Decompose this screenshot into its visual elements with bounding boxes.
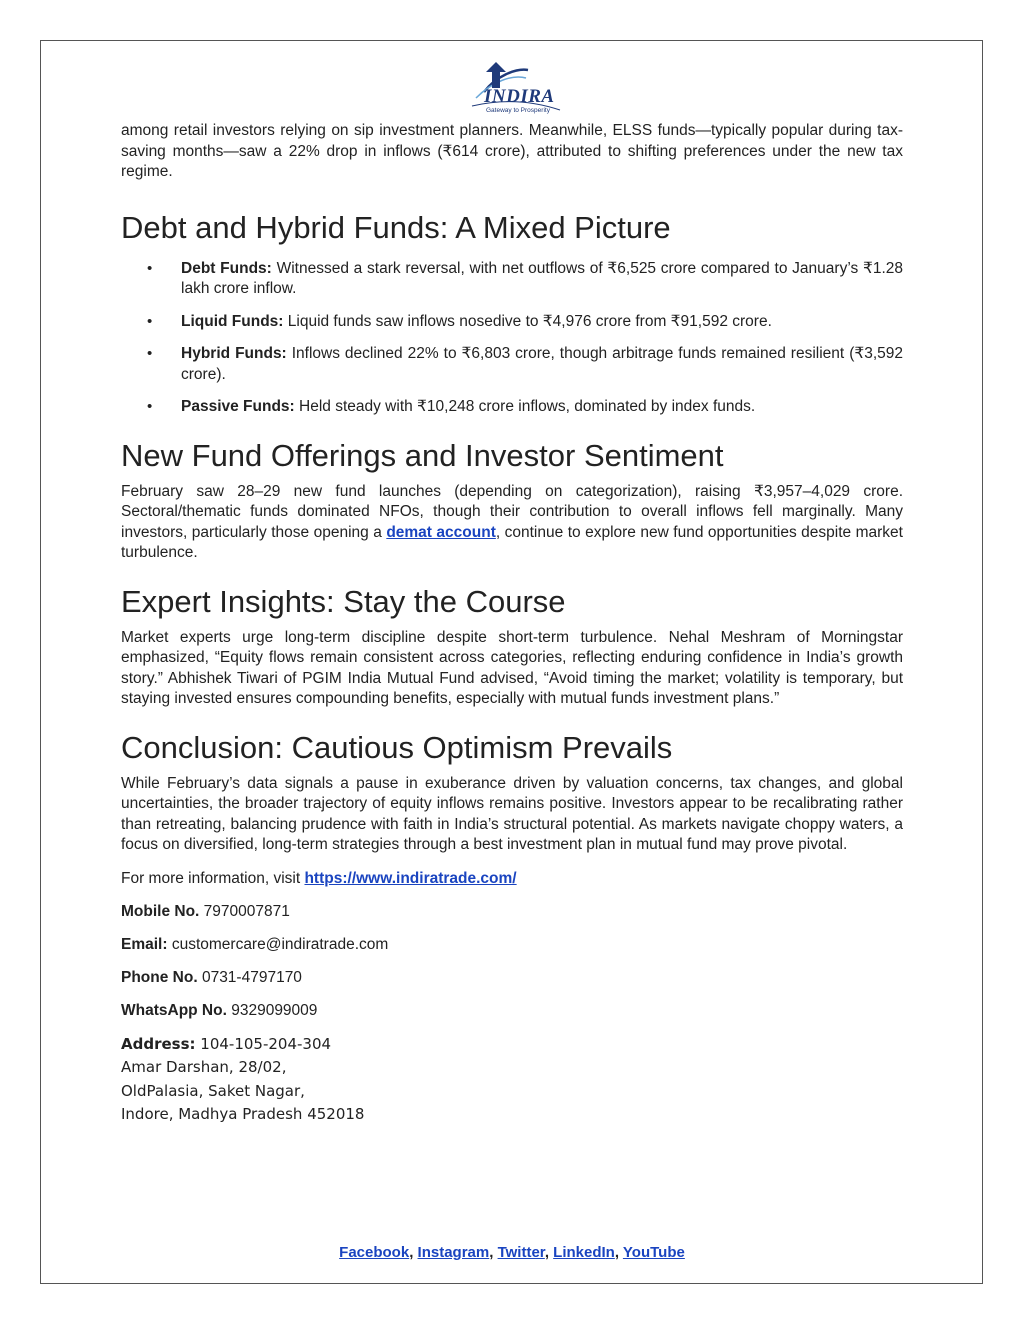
list-item-text: Witnessed a stark reversal, with net outflows of ₹6,525 crore compared to January’s ₹1.28 lakh crore inflow. bbox=[181, 259, 904, 297]
email-value: customercare@indiratrade.com bbox=[167, 935, 389, 953]
linkedin-link[interactable]: LinkedIn bbox=[553, 1244, 615, 1261]
mobile-line bbox=[121, 902, 903, 922]
fund-list bbox=[121, 259, 903, 418]
list-item-text: Held steady with ₹10,248 crore inflows, dominated by index funds. bbox=[294, 398, 756, 415]
whatsapp-line bbox=[121, 1001, 903, 1021]
phone-value: 0731-4797170 bbox=[197, 968, 302, 986]
list-item-label: Passive Funds: bbox=[181, 398, 295, 415]
more-info-line bbox=[121, 869, 903, 889]
logo-name: INDIRA bbox=[484, 86, 555, 107]
intro-paragraph: among retail investors relying on sip investment planners. Meanwhile, ELSS funds—typically popular during tax-saving months—saw a 22% drop in inflows (₹614 crore), attributed to shifting preferences under the new tax regime. bbox=[121, 122, 903, 180]
list-item bbox=[121, 397, 903, 418]
address-block bbox=[121, 1033, 903, 1127]
list-item-label: Hybrid Funds: bbox=[181, 345, 287, 362]
list-item-text: Liquid funds saw inflows nosedive to ₹4,976 crore from ₹91,592 crore. bbox=[283, 312, 772, 330]
logo-tagline: Gateway to Prosperity bbox=[486, 107, 550, 114]
whatsapp-label: WhatsApp No. bbox=[121, 1001, 227, 1019]
phone-line bbox=[121, 968, 903, 988]
email-label: Email: bbox=[121, 935, 168, 953]
heading-conclusion: Conclusion: Cautious Optimism Prevails bbox=[121, 729, 673, 765]
mobile-label: Mobile No. bbox=[121, 902, 200, 920]
list-item bbox=[121, 312, 903, 333]
address-value: 104-105-204-304 bbox=[195, 1034, 332, 1053]
social-links: Facebook, Instagram, Twitter, LinkedIn, YouTube bbox=[339, 1244, 685, 1261]
website-link[interactable]: https://www.indiratrade.com/ bbox=[304, 869, 517, 887]
expert-paragraph: Market experts urge long-term discipline despite short-term turbulence. Nehal Meshram of Morningstar emphasized, “Equity flows remain consistent across categories, reflecting enduring confidence in India’s growth story.” Abhishek Tiwari of PGIM India Mutual Fund advised, “Avoid timing the market; volatility is temporary, but staying invested ensures compounding benefits, especially with mutual funds investment plans.” bbox=[121, 628, 903, 707]
phone-label: Phone No. bbox=[121, 968, 198, 986]
address-line: Amar Darshan, 28/02, bbox=[121, 1058, 287, 1076]
nfo-text-end: , continue to explore new fund opportunities despite market turbulence. bbox=[121, 523, 903, 561]
mobile-value: 7970007871 bbox=[199, 902, 290, 920]
whatsapp-value: 9329099009 bbox=[226, 1001, 318, 1019]
nfo-text: February saw 28–29 new fund launches (depending on categorization), raising ₹3,957–4,029 crore. Sectoral/thematic funds dominated NFOs, though their contribution to overall inflows fell marginally. Many investors, particularly those opening a bbox=[121, 482, 903, 541]
document-body bbox=[121, 121, 903, 1127]
list-item-text: Inflows declined 22% to ₹6,803 crore, though arbitrage funds remained resilient (₹3,592 crore). bbox=[181, 345, 903, 383]
more-info-label: For more information, visit bbox=[121, 869, 305, 887]
nfo-paragraph bbox=[121, 482, 903, 564]
address-line: Indore, Madhya Pradesh 452018 bbox=[121, 1105, 365, 1123]
address-label: Address: bbox=[121, 1034, 196, 1053]
heading-nfo: New Fund Offerings and Investor Sentiment bbox=[121, 437, 724, 473]
list-item bbox=[121, 259, 903, 300]
address-line bbox=[121, 1033, 903, 1057]
instagram-link[interactable]: Instagram bbox=[417, 1244, 490, 1261]
facebook-link[interactable]: Facebook bbox=[339, 1244, 410, 1261]
list-item-label: Debt Funds: bbox=[181, 259, 272, 277]
demat-account-link[interactable]: demat account bbox=[386, 523, 496, 541]
list-item-label: Liquid Funds: bbox=[181, 312, 284, 330]
email-line bbox=[121, 935, 903, 955]
address-line: OldPalasia, Saket Nagar, bbox=[121, 1081, 305, 1100]
twitter-link[interactable]: Twitter bbox=[497, 1244, 545, 1261]
conclusion-paragraph: While February’s data signals a pause in exuberance driven by valuation concerns, tax changes, and global uncertainties, the broader trajectory of equity inflows remains positive. Investors appear to be recalibrating rather than retreating, balancing prudence with faith in India’s structural potential. As markets navigate choppy waters, a focus on diversified, long-term strategies through a best investment plan in mutual fund may prove pivotal. bbox=[121, 774, 903, 853]
heading-debt-hybrid: Debt and Hybrid Funds: A Mixed Picture bbox=[121, 209, 671, 245]
list-item bbox=[121, 344, 903, 385]
youtube-link[interactable]: YouTube bbox=[622, 1244, 685, 1261]
heading-expert: Expert Insights: Stay the Course bbox=[121, 583, 566, 619]
